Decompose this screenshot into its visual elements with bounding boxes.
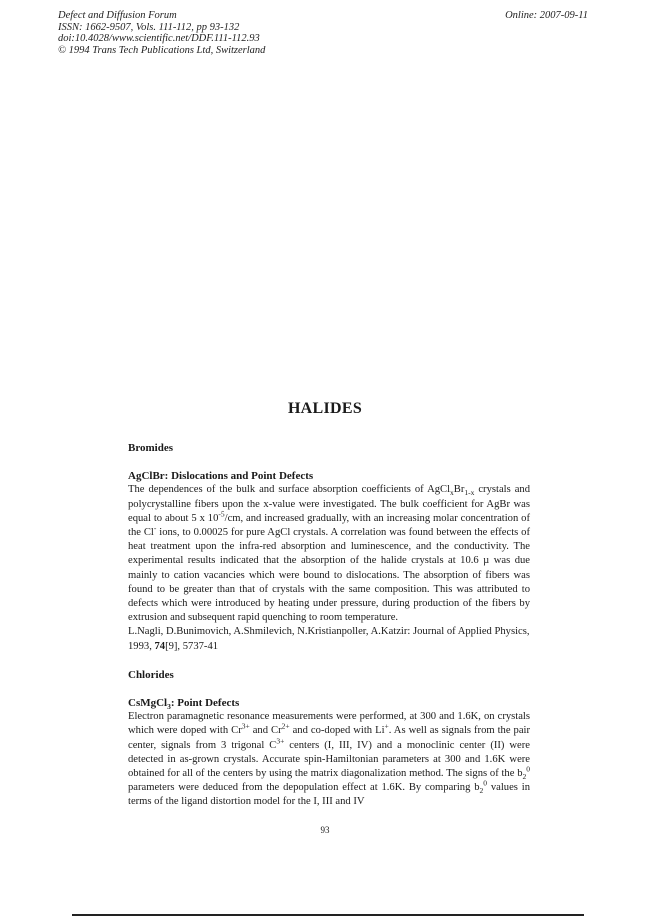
article-body-csmgcl3: Electron paramagnetic resonance measurements were performed, at 300 and 1.6K, on crystals which were doped with $Cr^{3+}$ and $Cr^{2+}$ and co-doped with Li+. As well as signals from the pair center, signals from 3 trigonal $C^{3+}$ centers (I, III, IV) and a monoclinic center (II) were detected in as-grown crystals. Accurate spin-Hamiltonian parameters at 300 and 1.6K were obtained for all of the centers by using the matrix diagonalization method. The signs of the $b_2^0$ parameters were deduced from the depopulation effect at 1.6K. By comparing $b_2^0$ values in terms of the ligand distortion model for the I, III and IV bbox=[128, 711, 531, 808]
article-content bbox=[128, 441, 530, 810]
page-number: 93 bbox=[320, 825, 330, 835]
bottom-divider bbox=[72, 914, 584, 916]
reference-agclbr: L.Nagli, D.Bunimovich, A.Shmilevich, N.Kristianpoller, A.Katzir: Journal of Applied Physics, 1993, 74[9], 5737-41 bbox=[128, 626, 530, 652]
journal-name: Defect and Diffusion Forum bbox=[58, 10, 177, 21]
issn-line: ISSN: 1662-9507, Vols. 111-112, pp 93-132 bbox=[58, 21, 240, 33]
copyright-line: © 1994 Trans Tech Publications Ltd, Switzerland bbox=[58, 44, 266, 56]
article-title-agclbr: AgClBr: Dislocations and Point Defects bbox=[128, 470, 314, 483]
section-heading-chlorides: Chlorides bbox=[128, 668, 174, 681]
article-body-agclbr: The dependences of the bulk and surface absorption coefficients of $AgCl_xBr_{1-x}$ crystals and polycrystalline fibers upon the x-value were investigated. The bulk coefficient for AgBr was equal to about 5 x $10^{-5}/cm$, and increased gradually, with an increasing molar concentration of the Cl- ions, to 0.00025 for pure AgCl crystals. A correlation was found between the effects of heat treatment upon the infra-red absorption and luminescence, and the conductivity. The experimental results indicated that the absorption of the halide crystals at 10.6 µ was due mainly to cation vacancies which were bound to dislocations. The absorption of fibers was found to be greater than that of crystals with the same composition. This was attributed to defects which were introduced by heating under pressure, during production of the fibers by extrusion and subsequent rapid quenching to room temperature. bbox=[128, 484, 530, 624]
page-title: HALIDES bbox=[287, 400, 363, 417]
article-title-csmgcl3: CsMgCl$_3$: Point Defects bbox=[128, 697, 240, 712]
section-heading-bromides: Bromides bbox=[128, 442, 174, 454]
journal-meta bbox=[58, 10, 265, 56]
doi-line[interactable]: doi:10.4028/www.scientific.net/DDF.111-112.93 bbox=[58, 33, 260, 44]
online-date: Online: 2007-09-11 bbox=[505, 10, 588, 21]
